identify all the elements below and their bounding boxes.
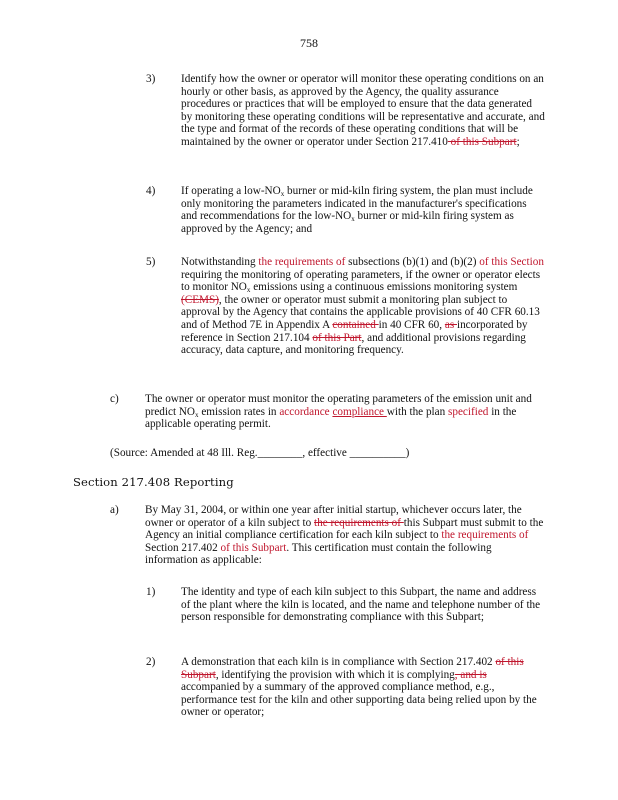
item-4-number: 4) <box>146 185 156 197</box>
item-a2-deleted-2: , and is <box>454 668 487 681</box>
item-a2-paragraph <box>181 656 545 719</box>
item-5-text-2: subsections (b)(1) and (b)(2) <box>345 256 480 268</box>
item-c-text-4: with the plan <box>386 405 449 418</box>
item-c-inserted-2: specified <box>448 405 489 418</box>
item-c-paragraph <box>145 393 545 431</box>
item-a1-number: 1) <box>146 586 156 598</box>
item-a-text-2: this Subpart must submit to the Agency an initial compliance certification for each kiln subject to <box>145 516 544 542</box>
item-5-text-8: , and additional provisions regarding accuracy, data capture, and monitoring frequency. <box>181 331 526 357</box>
item-a2-text-2: , identifying the provision with which it is complying <box>215 668 455 681</box>
item-c-text-5: in the applicable operating permit. <box>145 405 517 431</box>
item-3-text-end: ; <box>516 135 520 148</box>
item-3-deleted-text: of this Subpart <box>447 135 517 148</box>
item-5-text-3: requiring the monitoring of operating parameters, if the owner or operator elects to monitor NO <box>181 268 541 294</box>
source-text-2: , effective <box>302 447 350 459</box>
item-5-deleted-2: contained <box>332 318 379 331</box>
item-c-text-2: emission rates in <box>198 405 280 418</box>
item-4-text-1: If operating a low-NO <box>181 185 281 197</box>
item-5-deleted-3: as <box>444 318 457 331</box>
item-c-number: c) <box>110 393 119 405</box>
page-number: 758 <box>300 36 318 50</box>
source-text-3: ) <box>405 447 410 459</box>
item-4-subscript-2: x <box>351 215 355 224</box>
item-5-subscript: x <box>246 286 251 295</box>
item-a-inserted-2: of this Subpart <box>220 541 287 554</box>
item-a-paragraph <box>145 504 547 567</box>
item-5-text-7: incorporated by reference in Section 217.104 <box>181 318 528 344</box>
source-blank-reg: ________ <box>257 447 303 459</box>
item-c-underlined-insert: compliance <box>332 405 387 418</box>
item-c-text-1: The owner or operator must monitor the operating parameters of the emission unit and predict NO <box>145 393 532 418</box>
item-a1-paragraph: The identity and type of each kiln subject to this Subpart, the name and address of the plant where the kiln is located, and the name and telephone number of the person responsible for demonstrating compliance with this Subpart; <box>181 586 541 624</box>
item-a-number: a) <box>110 504 119 516</box>
item-3-paragraph <box>181 73 545 149</box>
item-5-inserted-1: the requirements of <box>258 256 346 268</box>
item-4-subscript-1: x <box>280 190 285 198</box>
section-heading: Section 217.408 Reporting <box>73 475 234 489</box>
item-5-text-5: , the owner or operator must submit a monitoring plan subject to approval by the Agency that contains the applicable provisions of 40 CFR 60.13 and of Method 7E in Appendix A <box>181 293 540 331</box>
item-3-number: 3) <box>146 73 156 85</box>
source-text-1: (Source: Amended at 48 Ill. Reg. <box>110 447 258 459</box>
item-a2-number: 2) <box>146 656 156 668</box>
item-a-text-3: Section 217.402 <box>145 541 221 554</box>
item-a-inserted-1: the requirements of <box>441 529 529 542</box>
item-a2-text-3: accompanied by a summary of the approved compliance method, e.g., performance test for the kiln and other supporting data being relied upon by the owner or operator; <box>181 681 537 719</box>
item-4-text-3: burner or mid-kiln firing system as approved by the Agency; and <box>181 210 514 235</box>
item-3-text: Identify how the owner or operator will monitor these operating conditions on an hourly or other basis, as approved by the Agency, the quality assurance procedures or practices that will be employed to ensure that the data generated by monitoring these operating conditions will be representative and accurate, and the type and format of the records of these operating conditions that will be maintained by the owner or operator under Section 217.410 <box>181 73 545 148</box>
item-5-paragraph <box>181 256 545 357</box>
item-5-number: 5) <box>146 256 156 268</box>
item-5-deleted-4: of this Part <box>312 331 362 344</box>
item-a-text-4: . This certification must contain the following information as applicable: <box>145 541 492 567</box>
item-c-subscript: x <box>195 410 199 419</box>
item-a2-text-1: A demonstration that each kiln is in compliance with Section 217.402 <box>181 656 496 668</box>
item-5-text-1: Notwithstanding <box>181 256 259 268</box>
source-blank-effective: __________ <box>349 447 406 459</box>
item-5-deleted-1: (CEMS) <box>181 293 219 306</box>
item-5-inserted-2: of this Section <box>479 256 544 268</box>
item-a-deleted: the requirements of <box>314 516 404 529</box>
item-5-text-4: emissions using a continuous emissions monitoring system <box>250 281 518 294</box>
item-a-text-1: By May 31, 2004, or within one year after initial startup, whichever occurs later, the owner or operator of a kiln subject to <box>145 504 522 529</box>
source-note <box>110 447 550 460</box>
item-c-inserted-1: accordance <box>279 405 330 418</box>
item-4-paragraph <box>181 185 545 235</box>
item-5-text-6: in 40 CFR 60, <box>378 318 445 331</box>
item-a2-deleted-1: of this Subpart <box>181 656 524 681</box>
item-4-text-2: burner or mid-kiln firing system, the plan must include only monitoring the parameters indicated in the manufacturer's specifications and recommendations for the low-NO <box>181 185 533 223</box>
